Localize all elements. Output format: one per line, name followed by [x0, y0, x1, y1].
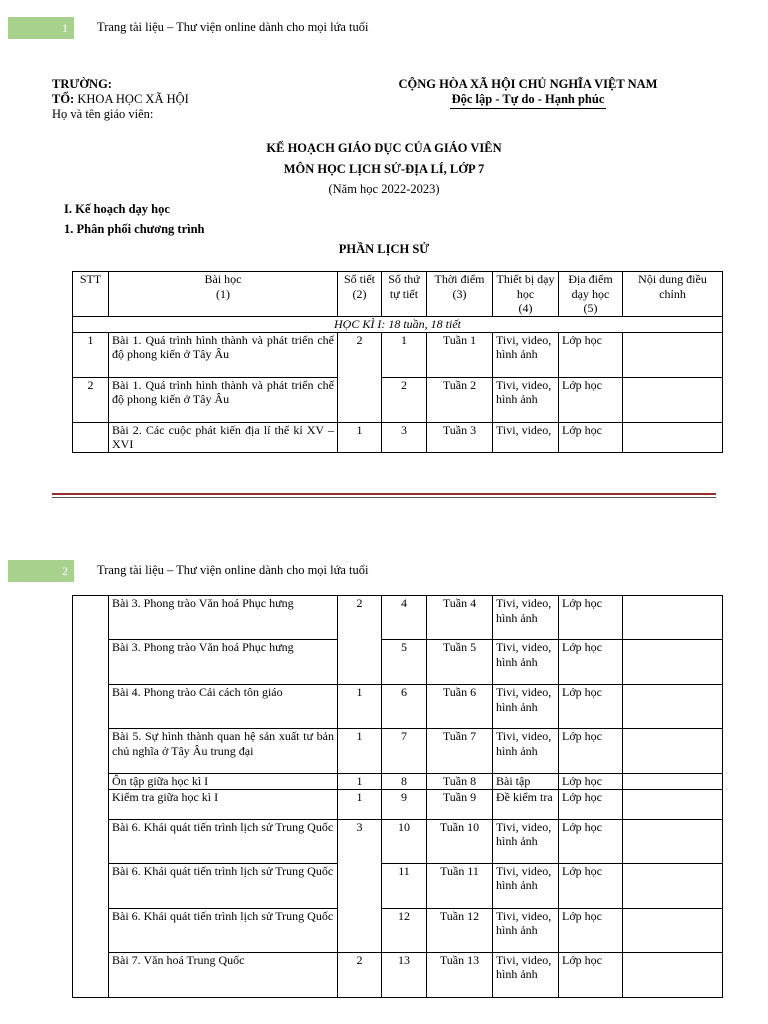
document-title: KẾ HOẠCH GIÁO DỤC CỦA GIÁO VIÊN	[266, 141, 502, 155]
page-header-text: Trang tài liệu – Thư viện online dành cho mọi lứa tuổi	[97, 20, 369, 34]
cell-week: Tuần 6	[427, 685, 493, 729]
cell-period-order: 7	[382, 729, 427, 774]
cell-adjustment	[623, 685, 723, 729]
page-header-text: Trang tài liệu – Thư viện online dành cho mọi lứa tuổi	[97, 563, 369, 577]
table-row	[73, 596, 723, 640]
table-row	[73, 863, 723, 908]
cell-adjustment	[623, 729, 723, 774]
cell-equipment: Tivi, video, hình ảnh	[493, 729, 559, 774]
cell-equipment: Đề kiểm tra	[493, 789, 559, 819]
lesson-plan-table	[72, 271, 723, 453]
department	[52, 92, 189, 107]
page-header-2	[0, 560, 768, 582]
cell-equipment: Tivi, video, hình ảnh	[493, 819, 559, 863]
motto-underline	[450, 108, 606, 109]
cell-location: Lớp học	[559, 685, 623, 729]
school-year: (Năm học 2022-2023)	[328, 182, 440, 196]
department-label: TỔ:	[52, 92, 75, 106]
cell-lesson: Kiểm tra giữa học kì I	[109, 789, 338, 819]
cell-week: Tuần 8	[427, 774, 493, 790]
header-adjustment: Nội dung điều chỉnh	[623, 272, 723, 317]
cell-equipment: Bài tập	[493, 774, 559, 790]
table-row	[73, 377, 723, 422]
cell-week: Tuần 11	[427, 863, 493, 908]
page-separator-thin	[52, 497, 716, 498]
cell-equipment: Tivi, video, hình ảnh	[493, 952, 559, 997]
cell-equipment: Tivi, video, hình ảnh	[493, 377, 559, 422]
cell-location: Lớp học	[559, 952, 623, 997]
cell-week: Tuần 5	[427, 640, 493, 685]
cell-lesson: Bài 3. Phong trào Văn hoá Phục hưng	[109, 640, 338, 685]
cell-lesson: Bài 1. Quá trình hình thành và phát triển chế độ phong kiến ở Tây Âu	[109, 332, 338, 377]
cell-location: Lớp học	[559, 377, 623, 422]
header-lesson: Bài học (1)	[109, 272, 338, 317]
cell-location: Lớp học	[559, 596, 623, 640]
table-row	[73, 789, 723, 819]
cell-adjustment	[623, 422, 723, 452]
cell-equipment: Tivi, video,	[493, 422, 559, 452]
cell-stt: 1	[73, 332, 109, 377]
section-heading: I. Kế hoạch dạy học	[64, 202, 170, 216]
cell-location: Lớp học	[559, 422, 623, 452]
cell-period-order: 6	[382, 685, 427, 729]
cell-week: Tuần 9	[427, 789, 493, 819]
cell-equipment: Tivi, video, hình ảnh	[493, 332, 559, 377]
cell-period-order: 10	[382, 819, 427, 863]
cell-periods: 1	[338, 422, 382, 452]
cell-adjustment	[623, 774, 723, 790]
department-value: KHOA HỌC XÃ HỘI	[77, 92, 189, 106]
header-period-order: Số thứ tự tiết	[382, 272, 427, 317]
subsection-heading: 1. Phân phối chương trình	[64, 222, 205, 236]
cell-location: Lớp học	[559, 774, 623, 790]
cell-equipment: Tivi, video, hình ảnh	[493, 685, 559, 729]
cell-lesson: Bài 6. Khái quát tiến trình lịch sử Trung Quốc	[109, 819, 338, 863]
cell-week: Tuần 2	[427, 377, 493, 422]
table-row	[73, 729, 723, 774]
national-title: CỘNG HÒA XÃ HỘI CHỦ NGHĨA VIỆT NAM	[398, 77, 658, 91]
cell-period-order: 9	[382, 789, 427, 819]
cell-adjustment	[623, 596, 723, 640]
semester-label: HỌC KÌ I: 18 tuần, 18 tiết	[73, 317, 723, 333]
table-row	[73, 819, 723, 863]
cell-week: Tuần 13	[427, 952, 493, 997]
header-location: Địa điểm dạy học (5)	[559, 272, 623, 317]
table-row	[73, 685, 723, 729]
cell-adjustment	[623, 863, 723, 908]
cell-period-order: 4	[382, 596, 427, 640]
cell-periods: 1	[338, 729, 382, 774]
cell-adjustment	[623, 952, 723, 997]
cell-stt	[73, 596, 109, 998]
cell-equipment: Tivi, video, hình ảnh	[493, 596, 559, 640]
cell-location: Lớp học	[559, 863, 623, 908]
cell-week: Tuần 10	[427, 819, 493, 863]
page-header-1	[0, 17, 768, 39]
cell-stt	[73, 422, 109, 452]
part-heading: PHẦN LỊCH SỬ	[338, 242, 430, 256]
cell-location: Lớp học	[559, 332, 623, 377]
cell-lesson: Bài 6. Khái quát tiến trình lịch sử Trung Quốc	[109, 908, 338, 952]
header-time: Thời điểm (3)	[427, 272, 493, 317]
table-row	[73, 332, 723, 377]
cell-adjustment	[623, 640, 723, 685]
school-label: TRƯỜNG:	[52, 77, 112, 91]
cell-period-order: 13	[382, 952, 427, 997]
cell-adjustment	[623, 377, 723, 422]
cell-periods: 1	[338, 774, 382, 790]
cell-period-order: 12	[382, 908, 427, 952]
cell-period-order: 5	[382, 640, 427, 685]
cell-period-order: 11	[382, 863, 427, 908]
teacher-label: Họ và tên giáo viên:	[52, 107, 154, 121]
cell-lesson: Ôn tập giữa học kì I	[109, 774, 338, 790]
cell-equipment: Tivi, video, hình ảnh	[493, 863, 559, 908]
cell-lesson: Bài 6. Khái quát tiến trình lịch sử Trung Quốc	[109, 863, 338, 908]
cell-adjustment	[623, 819, 723, 863]
cell-stt: 2	[73, 377, 109, 422]
cell-lesson: Bài 5. Sự hình thành quan hệ sản xuất tư bản chủ nghĩa ở Tây Âu trung đại	[109, 729, 338, 774]
cell-periods: 2	[338, 952, 382, 997]
cell-location: Lớp học	[559, 819, 623, 863]
cell-week: Tuần 4	[427, 596, 493, 640]
cell-week: Tuần 3	[427, 422, 493, 452]
header-equipment: Thiết bị dạy học (4)	[493, 272, 559, 317]
cell-equipment: Tivi, video, hình ảnh	[493, 640, 559, 685]
table-row	[73, 774, 723, 790]
cell-lesson: Bài 7. Văn hoá Trung Quốc	[109, 952, 338, 997]
table-header-row	[73, 272, 723, 317]
page-number-badge: 2	[8, 560, 74, 582]
cell-periods: 2	[338, 332, 382, 422]
cell-location: Lớp học	[559, 789, 623, 819]
cell-adjustment	[623, 332, 723, 377]
cell-periods: 3	[338, 819, 382, 952]
table-row	[73, 422, 723, 452]
cell-adjustment	[623, 908, 723, 952]
cell-periods: 1	[338, 685, 382, 729]
national-motto: Độc lập - Tự do - Hạnh phúc	[451, 92, 605, 106]
cell-period-order: 3	[382, 422, 427, 452]
cell-lesson: Bài 4. Phong trào Cải cách tôn giáo	[109, 685, 338, 729]
lesson-plan-table-continued	[72, 595, 723, 998]
semester-row	[73, 317, 723, 333]
page-number-badge: 1	[8, 17, 74, 39]
cell-location: Lớp học	[559, 640, 623, 685]
cell-lesson: Bài 1. Quá trình hình thành và phát triển chế độ phong kiến ở Tây Âu	[109, 377, 338, 422]
table-row	[73, 640, 723, 685]
cell-week: Tuần 1	[427, 332, 493, 377]
document-subtitle: MÔN HỌC LỊCH SỬ-ĐỊA LÍ, LỚP 7	[283, 162, 485, 176]
page-separator	[52, 493, 716, 495]
cell-week: Tuần 7	[427, 729, 493, 774]
table-row	[73, 952, 723, 997]
cell-week: Tuần 12	[427, 908, 493, 952]
header-stt: STT	[73, 272, 109, 317]
cell-period-order: 1	[382, 332, 427, 377]
cell-periods: 1	[338, 789, 382, 819]
cell-equipment: Tivi, video, hình ảnh	[493, 908, 559, 952]
cell-location: Lớp học	[559, 729, 623, 774]
header-periods: Số tiết (2)	[338, 272, 382, 317]
cell-periods: 2	[338, 596, 382, 685]
cell-period-order: 8	[382, 774, 427, 790]
cell-lesson: Bài 2. Các cuộc phát kiến địa lí thế kỉ XV – XVI	[109, 422, 338, 452]
table-row	[73, 908, 723, 952]
cell-location: Lớp học	[559, 908, 623, 952]
cell-lesson: Bài 3. Phong trào Văn hoá Phục hưng	[109, 596, 338, 640]
cell-adjustment	[623, 789, 723, 819]
cell-period-order: 2	[382, 377, 427, 422]
